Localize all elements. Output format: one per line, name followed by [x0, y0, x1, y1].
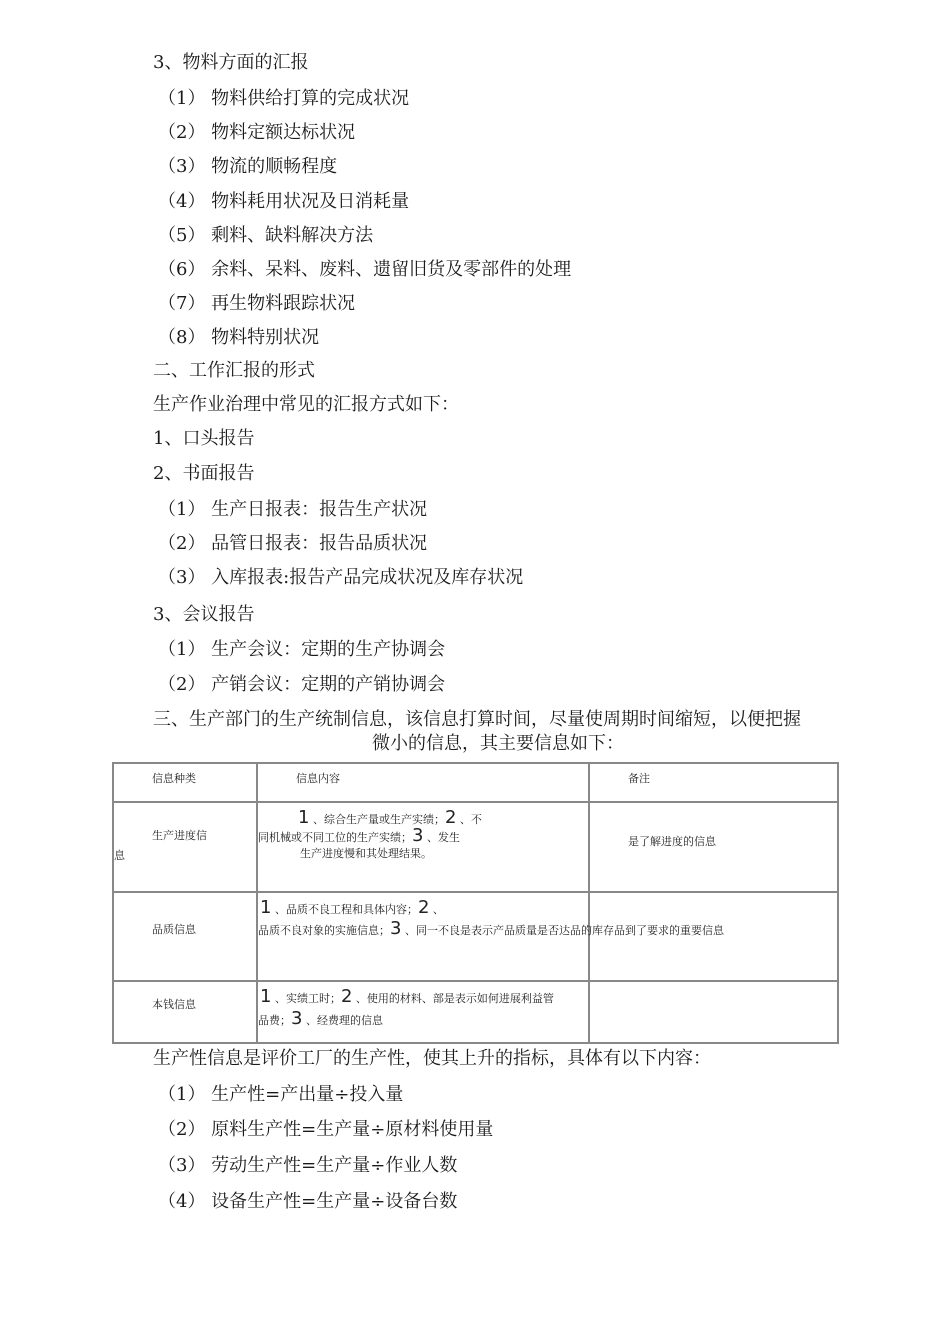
- content-line: 1 、综合生产量或生产实绩；2 、不: [298, 807, 482, 828]
- section-heading-report-forms: 二、工作汇报的形式: [153, 360, 315, 381]
- paragraph: 生产作业治理中常见的汇报方式如下：: [153, 394, 459, 415]
- header-cell: [257, 763, 589, 802]
- table-cell: [113, 892, 257, 981]
- content-line: 1 、实绩工时；2 、使用的材料、部是表示如何进展利益管: [260, 986, 554, 1007]
- table-cell: [113, 981, 257, 1043]
- list-item: （2） 原料生产性=生产量÷原材料使用量: [158, 1119, 494, 1140]
- list-item: （6） 余料、呆料、废料、遗留旧货及零部件的处理: [158, 259, 572, 280]
- header-info-type: 信息种类: [152, 772, 196, 785]
- content-line: 品质不良对象的实施信息；3 、同一不良是表示产品质量是否达品的库存品到了要求的重要信息: [258, 918, 724, 939]
- section-line-2: 微小的信息，其主要信息如下：: [372, 733, 624, 754]
- header-note: 备注: [628, 772, 650, 785]
- list-item: （3） 入库报表:报告产品完成状况及库存状况: [158, 567, 524, 588]
- list-item: （4） 设备生产性=生产量÷设备台数: [158, 1191, 458, 1212]
- table-row: [113, 892, 838, 981]
- list-item: （8） 物料特别状况: [158, 327, 320, 348]
- list-item: （1） 生产会议：定期的生产协调会: [158, 639, 446, 660]
- content-line: 1 、品质不良工程和具体内容；2 、: [260, 897, 444, 918]
- header-cell: [589, 763, 838, 802]
- table-cell: [113, 802, 257, 892]
- list-item: （1） 生产性=产出量÷投入量: [158, 1084, 404, 1105]
- table-cell: [589, 802, 838, 892]
- section-heading-production-info: [153, 708, 843, 756]
- info-table: [112, 762, 839, 1044]
- header-info-content: 信息内容: [296, 772, 340, 785]
- list-item: （1） 物料供给打算的完成状况: [158, 88, 410, 109]
- table-row: [113, 802, 838, 892]
- paragraph: 生产性信息是评价工厂的生产性，使其上升的指标，具体有以下内容：: [153, 1048, 711, 1069]
- table-row: [113, 981, 838, 1043]
- list-item: （3） 劳动生产性=生产量÷作业人数: [158, 1155, 458, 1176]
- row-type: 品质信息: [152, 923, 196, 936]
- table-cell: [589, 981, 838, 1043]
- section-line-1: 三、生产部门的生产统制信息，该信息打算时间，尽量使周期时间缩短，以便把握: [153, 709, 801, 730]
- content-line: 同机械或不同工位的生产实绩；3 、发生: [258, 825, 460, 846]
- heading-material-report: 3、物料方面的汇报: [153, 52, 309, 73]
- list-heading: 3、会议报告: [153, 604, 255, 625]
- row-note: 是了解进度的信息: [628, 835, 716, 848]
- table-cell: [257, 802, 589, 892]
- table-cell: [257, 981, 589, 1043]
- list-heading: 2、书面报告: [153, 463, 255, 484]
- header-cell: [113, 763, 257, 802]
- row-type: 本钱信息: [152, 998, 196, 1011]
- table-cell: [257, 892, 724, 981]
- row-type-wrap: 息: [114, 849, 125, 862]
- row-type: 生产进度信: [152, 829, 207, 842]
- list-item: （2） 物料定额达标状况: [158, 122, 356, 143]
- list-heading: 1、口头报告: [153, 428, 255, 449]
- content-line: 品费；3 、经费理的信息: [258, 1008, 383, 1029]
- list-item: （3） 物流的顺畅程度: [158, 156, 338, 177]
- list-item: （7） 再生物料跟踪状况: [158, 293, 356, 314]
- table-header-row: [113, 763, 838, 802]
- list-item: （2） 产销会议：定期的产销协调会: [158, 674, 446, 695]
- content-line: 生产进度慢和其处理结果。: [300, 847, 432, 860]
- list-item: （5） 剩料、缺料解决方法: [158, 225, 374, 246]
- list-item: （4） 物料耗用状况及日消耗量: [158, 191, 410, 212]
- list-item: （2） 品管日报表：报告品质状况: [158, 533, 428, 554]
- list-item: （1） 生产日报表：报告生产状况: [158, 499, 428, 520]
